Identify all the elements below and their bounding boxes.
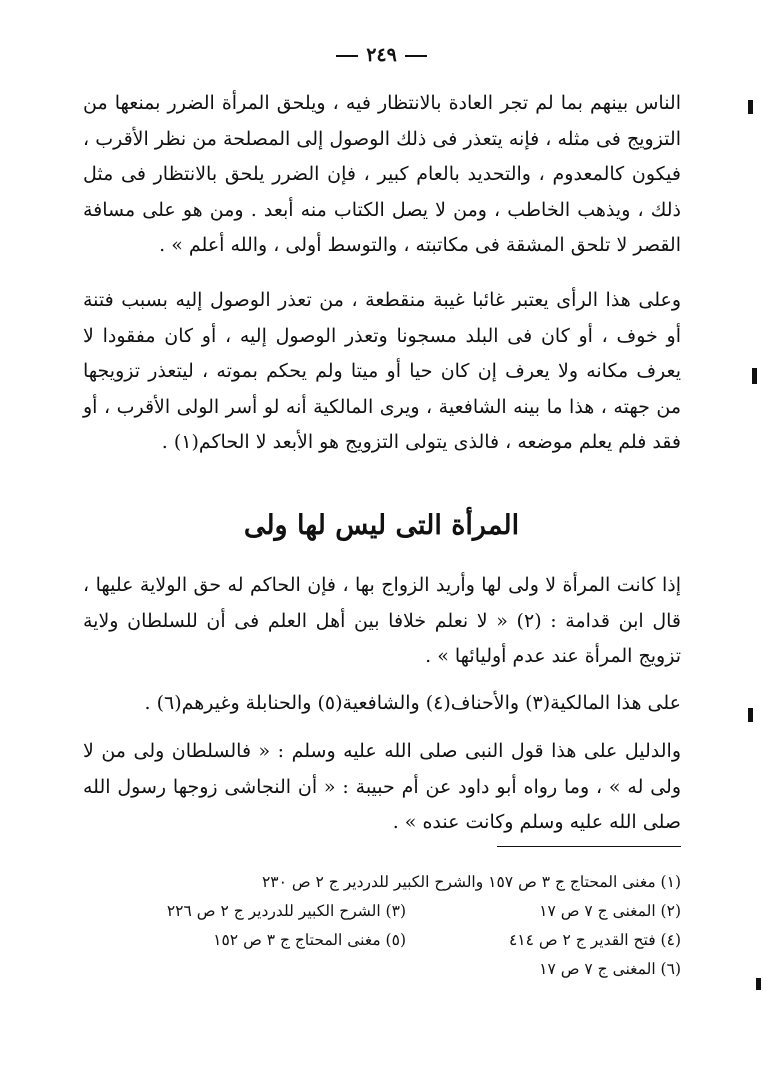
- paragraph-continued-quote: الناس بينهم بما لم تجر العادة بالانتظار فيه ، ويلحق المرأة الضرر بمنعها من التزويج فى مثله ، فإنه يتعذر فى ذلك الوصول إلى المصلحة من نظر الأقرب ، فيكون كالمعدوم ، والتحديد بالعام كبير ، فإن الضرر يلحق بالانتظار فى مثل ذلك ، ويذهب الخاطب ، ومن لا يصل الكتاب منه أبعد . ومن هو على مسافة القصر لا تلحق المشقة فى مكاتبته ، والتوسط أولى ، والله أعلم » .: [83, 92, 681, 256]
- footnote-4: (٤) فتح القدير ج ٢ ص ٤١٤: [508, 931, 681, 949]
- page-number-dash-left: [336, 55, 358, 57]
- footnote-row: [83, 955, 681, 984]
- scan-edge-mark: [756, 978, 761, 990]
- paragraph-evidence: والدليل على هذا قول النبى صلى الله عليه وسلم : « فالسلطان ولى من لا ولى له » ، وما رواه أبو داود عن أم حبيبة : « أن النجاشى زوجها رسول الله صلى الله عليه وسلم وكانت عنده » .: [83, 740, 681, 833]
- section-heading: المرأة التى ليس لها ولى: [243, 510, 520, 541]
- paragraph-ruler-guardianship: إذا كانت المرأة لا ولى لها وأريد الزواج بها ، فإن الحاكم له حق الولاية عليها ، قال ابن قدامة : (٢) « لا نعلم خلافا بين أهل العلم فى أن للسلطان ولاية تزويج المرأة عند عدم أوليائها » .: [83, 574, 681, 667]
- footnote-6: (٦) المغنى ج ٧ ص ١٧: [539, 960, 681, 978]
- footnote-2: (٢) المغنى ج ٧ ص ١٧: [539, 902, 681, 920]
- page-number-value: ٢٤٩: [366, 44, 397, 66]
- footnote-5: (٥) مغنى المحتاج ج ٣ ص ١٥٢: [213, 931, 406, 949]
- footnote-row: [83, 897, 681, 926]
- paragraph-schools-agree: على هذا المالكية(٣) والأحناف(٤) والشافعية(٥) والحنابلة وغيرهم(٦) .: [144, 692, 681, 714]
- footnote-3: (٣) الشرح الكبير للدردير ج ٢ ص ٢٢٦: [166, 902, 406, 920]
- page-number: [0, 44, 763, 66]
- footnote-1: (١) مغنى المحتاج ج ٣ ص ١٥٧ والشرح الكبير للدردير ج ٢ ص ٢٣٠: [261, 873, 681, 891]
- scan-edge-mark: [748, 100, 753, 114]
- scan-edge-mark: [752, 368, 757, 384]
- page-number-dash-right: [405, 55, 427, 57]
- footnotes: [83, 868, 681, 984]
- paragraph-absent-guardian: وعلى هذا الرأى يعتبر غائبا غيبة منقطعة ، من تعذر الوصول إليه بسبب فتنة أو خوف ، أو كان فى البلد مسجونا وتعذر الوصول إليه ، أو كان مفقودا لا يعرف مكانه ولا يعرف إن كان حيا أو ميتا ولم يحكم بموته ، ليتعذر تزويجها من جهته ، هذا ما بينه الشافعية ، ويرى المالكية أنه لو أسر الولى الأقرب ، أو فقد فلم يعلم موضعه ، فالذى يتولى التزويج هو الأبعد لا الحاكم(١) .: [83, 289, 681, 453]
- scan-edge-mark: [748, 708, 753, 722]
- footnote-row: [83, 926, 681, 955]
- footnote-row: [83, 868, 681, 897]
- footnote-separator: [497, 846, 681, 847]
